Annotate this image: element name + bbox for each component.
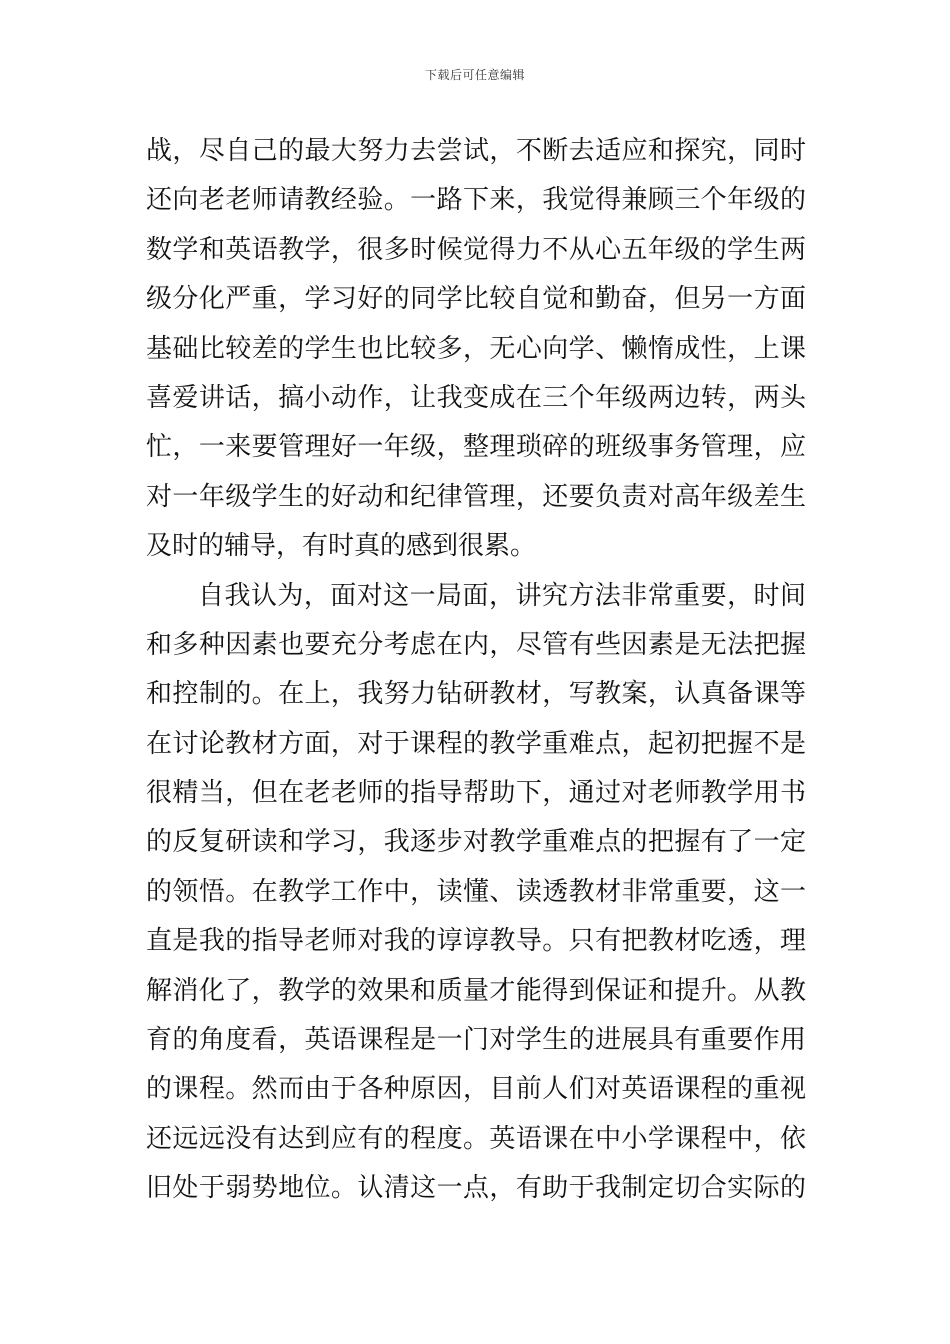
text-line: 基础比较差的学生也比较多，无心向学、懒惰成性，上课 bbox=[146, 333, 806, 364]
paragraph bbox=[146, 127, 806, 572]
text-line: 很精当，但在老老师的指导帮助下，通过对老师教学用书 bbox=[146, 778, 806, 809]
page-header: 下载后可任意编辑 bbox=[424, 68, 525, 82]
text-line: 和多种因素也要充分考虑在内，尽管有些因素是无法把握 bbox=[146, 629, 806, 660]
text-line: 喜爱讲话，搞小动作，让我变成在三个年级两边转，两头 bbox=[146, 382, 806, 413]
document-body bbox=[146, 127, 806, 1214]
text-line: 的反复研读和学习，我逐步对教学重难点的把握有了一定 bbox=[146, 827, 806, 858]
paragraph bbox=[146, 572, 806, 1214]
text-line: 战，尽自己的最大努力去尝试，不断去适应和探究，同时 bbox=[146, 136, 806, 166]
text-line: 在讨论教材方面，对于课程的教学重难点，起初把握不是 bbox=[146, 728, 806, 759]
text-line: 级分化严重，学习好的同学比较自觉和勤奋，但另一方面 bbox=[146, 284, 806, 315]
text-line: 还向老老师请教经验。一路下来，我觉得兼顾三个年级的 bbox=[146, 185, 806, 216]
text-line: 对一年级学生的好动和纪律管理，还要负责对高年级差生 bbox=[146, 481, 806, 512]
text-line: 还远远没有达到应有的程度。英语课在中小学课程中，依 bbox=[146, 1123, 806, 1154]
text-line: 和控制的。在上，我努力钻研教材，写教案，认真备课等 bbox=[146, 679, 806, 710]
text-line: 自我认为，面对这一局面，讲究方法非常重要，时间 bbox=[198, 580, 806, 611]
text-line: 及时的辅导，有时真的感到很累。 bbox=[146, 531, 537, 562]
text-line: 直是我的指导老师对我的谆谆教导。只有把教材吃透，理 bbox=[146, 926, 806, 957]
text-line: 解消化了，教学的效果和质量才能得到保证和提升。从教 bbox=[146, 975, 806, 1006]
text-line: 育的角度看，英语课程是一门对学生的进展具有重要作用 bbox=[146, 1025, 806, 1056]
text-line: 的课程。然而由于各种原因，目前人们对英语课程的重视 bbox=[146, 1074, 806, 1105]
text-line: 忙，一来要管理好一年级，整理琐碎的班级事务管理，应 bbox=[146, 432, 806, 463]
text-line: 的领悟。在教学工作中，读懂、读透教材非常重要，这一 bbox=[146, 876, 806, 907]
text-line: 旧处于弱势地位。认清这一点，有助于我制定切合实际的 bbox=[146, 1173, 806, 1204]
text-line: 数学和英语教学，很多时候觉得力不从心五年级的学生两 bbox=[146, 234, 806, 265]
